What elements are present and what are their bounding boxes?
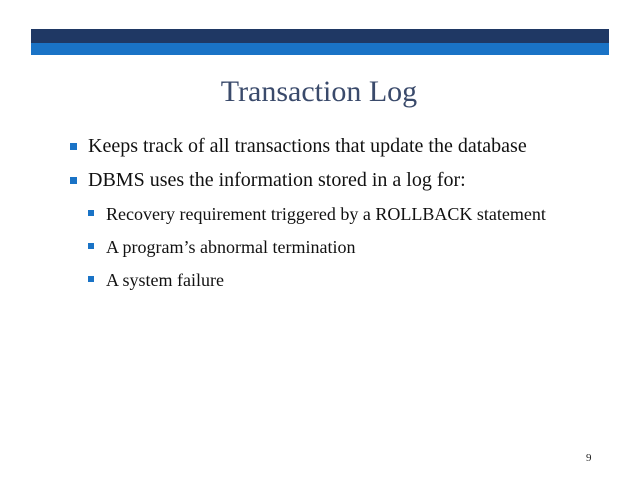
bullet-item [70,134,590,159]
bullet-item [70,168,590,193]
square-bullet-icon [70,177,77,184]
sub-bullet-item [88,202,590,226]
square-bullet-icon [88,276,94,282]
bullet-text: Keeps track of all transactions that update the database [88,135,527,157]
sub-bullet-text: Recovery requirement triggered by a ROLLBACK statement [106,204,546,224]
header-band-dark [31,29,609,43]
slide-title: Transaction Log [220,75,418,108]
header-band-blue [31,43,609,55]
sub-bullet-text: A program’s abnormal termination [106,237,356,257]
sub-bullet-item [88,235,590,259]
square-bullet-icon [70,143,77,150]
square-bullet-icon [88,243,94,249]
square-bullet-icon [88,210,94,216]
bullet-text: DBMS uses the information stored in a log for: [88,169,466,191]
page-number: 9 [586,452,592,464]
sub-bullet-item [88,268,590,292]
bullet-list [70,134,590,301]
sub-bullet-text: A system failure [106,270,224,290]
